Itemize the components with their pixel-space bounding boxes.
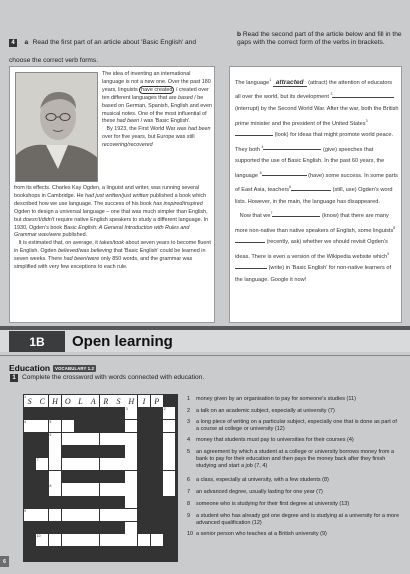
article-a-text-full: from its effects. Charles Kay Ogden, a linguist and writer, was running several bookshops in Cambridge. He had just written/just written published a book which described how we use language. The success of his book has inspired/inspired Ogden to design a universal language – one that was much simpler than English, but doesn't/didn't require native English speakers to study a different language. In 1930, Ogden's book Basic English: A General Introduction with Rules and Grammar was/were published. It is estimated that, on average, it takes/took about seven years to become fluent in English. Ogden believed/was believing that 'Basic English' could be learned in seven weeks. There had been/were only 850 words, and the grammar was simplified with very few exceptions to each rule. — [14, 185, 211, 271]
crossword-cell[interactable]: H — [49, 395, 61, 407]
option-takes-took[interactable]: takes/took — [99, 240, 124, 247]
crossword-cell[interactable] — [125, 471, 137, 483]
crossword-cell[interactable]: I — [138, 395, 150, 407]
article-a-box — [9, 66, 215, 323]
gap-4-input[interactable] — [263, 144, 321, 150]
option-recovering[interactable]: recovering/recovered — [102, 142, 153, 149]
clue-2: 2 a talk on an academic subject, especially at university (7) — [187, 408, 335, 414]
crossword-cell[interactable] — [74, 433, 86, 445]
crossword-cell[interactable]: 10 — [36, 534, 48, 546]
crossword-cell[interactable] — [151, 534, 163, 546]
crossword-cell[interactable]: 5 — [49, 420, 61, 432]
option-had-been[interactable]: had been — [116, 118, 140, 125]
crossword-cell[interactable] — [125, 458, 137, 470]
option-doesnt-didnt[interactable]: doesn't/didn't — [23, 216, 55, 223]
crossword-cell[interactable] — [62, 458, 74, 470]
crossword-cell[interactable] — [125, 483, 137, 495]
section-title: Open learning — [72, 333, 173, 350]
crossword-cell[interactable] — [112, 509, 124, 521]
crossword-cell[interactable] — [125, 534, 137, 546]
crossword-cell[interactable] — [87, 458, 99, 470]
crossword-cell[interactable]: 4 — [24, 420, 36, 432]
gap-1-answer[interactable]: attracted — [273, 79, 307, 87]
crossword-cell[interactable] — [163, 471, 175, 483]
crossword-cell[interactable] — [62, 509, 74, 521]
crossword-cell[interactable] — [62, 433, 74, 445]
crossword-cell[interactable] — [125, 522, 137, 534]
crossword-cell[interactable]: A — [87, 395, 99, 407]
crossword-cell[interactable]: 8 — [49, 483, 61, 495]
crossword-cell[interactable] — [100, 483, 112, 495]
crossword-cell[interactable] — [49, 534, 61, 546]
crossword-cell[interactable]: 2 — [163, 407, 175, 419]
crossword-cell[interactable] — [62, 420, 74, 432]
exercise-1-number: 1 — [10, 374, 18, 382]
clue-4: 4 money that students must pay to universities for their courses (4) — [187, 437, 354, 443]
clue-6: 6 a class, especially at university, with a few students (8) — [187, 477, 329, 483]
crossword-cell[interactable] — [87, 509, 99, 521]
article-a-text-column: The idea of inventing an international language is not a new one. Over the past 180 years, linguists have created / created over ten different languages that are based / be based on German, Spanish, English and even musical notes. One of the most influential of these had been / was 'Basic English'. By 1923, the First World War was had been over for five years, but Europe was still recovering/recovered — [102, 71, 212, 149]
crossword-cell[interactable] — [100, 458, 112, 470]
crossword-cell[interactable] — [100, 433, 112, 445]
crossword-cell[interactable] — [163, 483, 175, 495]
clue-7: 7 an advanced degree, usually lasting for one year (7) — [187, 489, 323, 495]
crossword-cell[interactable] — [49, 445, 61, 457]
crossword-cell[interactable] — [112, 458, 124, 470]
page-number: 6 — [0, 556, 9, 567]
crossword-cell[interactable] — [163, 458, 175, 470]
crossword-grid — [23, 394, 178, 562]
crossword-cell[interactable]: 1 S — [24, 395, 36, 407]
crossword-cell[interactable] — [62, 534, 74, 546]
option-are-based[interactable]: are based — [168, 94, 193, 101]
gap-6-input[interactable] — [291, 185, 331, 191]
gap-8-input[interactable] — [235, 237, 265, 243]
crossword-cell[interactable] — [163, 433, 175, 445]
crossword-cell[interactable]: 3 — [125, 407, 137, 419]
crossword-cell[interactable] — [125, 420, 137, 432]
crossword-cell[interactable] — [163, 445, 175, 457]
education-header — [9, 363, 96, 373]
clue-5: 5 an agreement by which a student at a college or university borrows money from a bank to pay for their education and then pays the money back after they finish studying and start a job (7, 4) — [187, 449, 395, 469]
crossword-cell[interactable] — [49, 458, 61, 470]
option-has-inspired[interactable]: has inspired/inspired — [153, 200, 203, 207]
section-badge: 1B — [9, 331, 65, 352]
crossword-cell[interactable]: 7 — [36, 458, 48, 470]
gap-3-input[interactable] — [235, 130, 273, 136]
article-b-text: The language$^1$ attracted (attract) the attention of educators all over the world, but its development $^2$ (interrupt) by the Second World War. After the war, both the British prime minister and the president of the United States$^3$ (look) for ideas that might promote world peace. They both $^4$ (give) speeches that supported the use of Basic English. In the past 60 years, the language $^5$ (have) some success. In some parts of East Asia, teachers$^6$ (still, use) Ogden's word lists. However, in the main, the language has disappeared. Now that $we^7$ (know) that there are many more non-native than native speakers of English, some linguists$^8$ (recently, ask) whether we should revisit Ogden's ideas. There is even a version of the Wikipedia website which$^9$ (write) in 'Basic English' for non-native learners of the language. Google it now! — [235, 78, 399, 283]
crossword-cell[interactable] — [87, 433, 99, 445]
exercise-4-number: 4 — [9, 39, 17, 47]
crossword-cell[interactable] — [125, 445, 137, 457]
book-title: Basic English: A General Introduction with Rules and Grammar — [14, 224, 190, 239]
gap-2-input[interactable] — [332, 92, 394, 98]
crossword-cell[interactable]: H — [125, 395, 137, 407]
crossword-cell[interactable] — [112, 483, 124, 495]
crossword-cell[interactable] — [74, 509, 86, 521]
crossword-cell[interactable]: R — [100, 395, 112, 407]
clue-9: 9 a student who has already got one degree and is studying at a university for a more advanced qualification (12) — [187, 513, 400, 526]
crossword-cell[interactable] — [62, 483, 74, 495]
clue-1: 1 money given by an organisation to pay for someone's studies (11) — [187, 396, 356, 402]
gap-5-input[interactable] — [262, 170, 307, 176]
crossword-cell[interactable] — [100, 509, 112, 521]
crossword-cell[interactable] — [125, 509, 137, 521]
education-title: Education — [9, 363, 51, 373]
crossword-cell[interactable] — [87, 534, 99, 546]
crossword-cell[interactable] — [74, 458, 86, 470]
exercise-4-part-b-instruction: b Read the second part of the article below and fill in the gaps with the correct form of the verbs in brackets. — [237, 31, 402, 46]
option-was-had-been[interactable]: was had been — [176, 126, 211, 133]
crossword-cell[interactable] — [112, 534, 124, 546]
crossword-cell[interactable] — [138, 534, 150, 546]
charles-ogden-photo — [15, 72, 98, 182]
option-was-were[interactable]: was/were — [38, 232, 62, 239]
crossword-cell[interactable]: L — [74, 395, 86, 407]
portrait-illustration — [16, 73, 98, 182]
crossword-cell[interactable] — [125, 496, 137, 508]
crossword-cell[interactable] — [49, 509, 61, 521]
crossword-cell[interactable]: 9 — [24, 509, 36, 521]
crossword-cell[interactable] — [36, 509, 48, 521]
vocabulary-badge: VOCABULARY 1.2 — [55, 365, 95, 371]
gap-7-input[interactable] — [272, 211, 320, 217]
crossword-cell[interactable] — [87, 483, 99, 495]
clue-8: 8 someone who is studying for their first degree at university (13) — [187, 501, 350, 507]
crossword-cell[interactable]: 6 — [49, 433, 61, 445]
clue-3: 3 a long piece of writing on a particular subject, especially one that is done as part of a course at college or university (12) — [187, 419, 397, 432]
exercise-4-part-a-instruction: 4 a Read the first part of an article about 'Basic English' and choose the correct verb forms. — [9, 39, 197, 64]
crossword-cell[interactable] — [125, 433, 137, 445]
crossword-cell[interactable] — [112, 433, 124, 445]
crossword-cell[interactable] — [49, 471, 61, 483]
option-believed[interactable]: believed/was believing — [58, 248, 113, 255]
crossword-cell[interactable] — [74, 483, 86, 495]
crossword-cell[interactable] — [36, 420, 48, 432]
gap-9-input[interactable] — [235, 263, 267, 269]
crossword-cell[interactable] — [74, 534, 86, 546]
crossword-cell[interactable]: O — [62, 395, 74, 407]
crossword-cell[interactable] — [100, 534, 112, 546]
exercise-1-instruction: 1 Complete the crossword with words connected with education. — [10, 374, 204, 382]
crossword-cell[interactable]: P — [151, 395, 163, 407]
option-had-been-were[interactable]: had been/were — [63, 256, 100, 263]
crossword-cell[interactable] — [163, 420, 175, 432]
banner-underline — [0, 355, 410, 356]
clue-10: 10 a senior person who teaches at a British university (9) — [187, 531, 327, 537]
option-had-just-written[interactable]: had just written/just written — [85, 192, 149, 199]
crossword-cell[interactable]: C — [36, 395, 48, 407]
option-have-created[interactable]: have created — [141, 86, 173, 93]
article-b-box — [229, 66, 402, 323]
crossword-cell[interactable]: S — [112, 395, 124, 407]
